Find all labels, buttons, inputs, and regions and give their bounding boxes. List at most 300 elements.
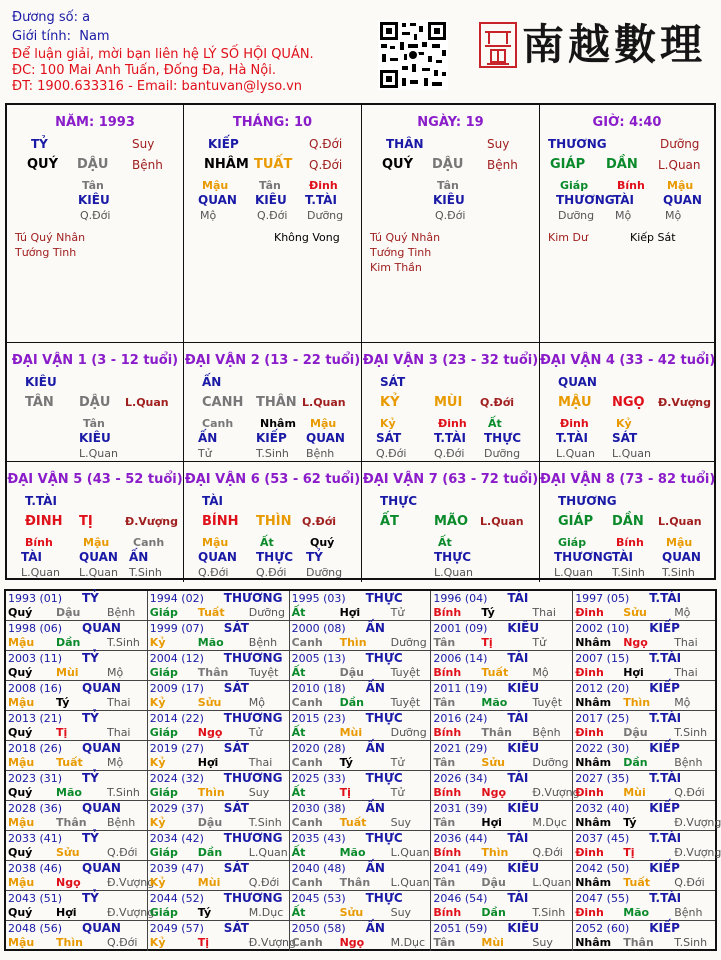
year-stage: L.Quan	[248, 846, 288, 859]
year-stem: Bính	[433, 666, 462, 679]
hidden-stem: Tân	[82, 179, 104, 192]
year-ten-god: T.TÀI	[649, 891, 682, 905]
year-branch: Tý	[623, 816, 637, 829]
year-cell	[6, 621, 148, 651]
year-label: 2008 (16)	[8, 682, 63, 695]
year-branch: Ngọ	[623, 636, 648, 649]
year-stage: Mộ	[107, 666, 124, 679]
luck-hidden-stem: Nhâm	[260, 417, 296, 430]
luck-branch: MÃO	[434, 514, 469, 529]
year-stem: Kỷ	[149, 696, 166, 709]
year-cell	[148, 621, 290, 651]
year-branch: Tý	[339, 756, 353, 769]
year-branch: Tuất	[481, 666, 509, 679]
year-branch: Mão	[56, 786, 82, 799]
year-label: 2035 (43)	[291, 832, 346, 845]
luck-hidden-stage: L.Quan	[434, 566, 473, 579]
year-stem: Kỷ	[149, 936, 166, 949]
pillar-title: THÁNG: 10	[232, 115, 313, 130]
luck-hidden-stage: T.Sinh	[256, 447, 289, 460]
year-ten-god: T.TÀI	[649, 651, 682, 665]
luck-pillar-cell	[540, 343, 714, 462]
year-stem: Ất	[291, 906, 306, 919]
luck-pillar-title: ĐẠI VẬN 5 (43 - 52 tuổi)	[7, 472, 183, 487]
year-branch: Tị	[56, 726, 68, 739]
phone-email-line: ĐT: 1900.633316 - Email: bantuvan@lyso.vn	[12, 79, 303, 94]
luck-hidden-stem: Mậu	[310, 417, 337, 430]
year-cell	[573, 831, 721, 861]
hidden-ten-god: THƯƠNG	[556, 193, 615, 207]
year-cell	[6, 861, 155, 891]
year-label: 1995 (03)	[291, 592, 346, 605]
year-stem: Ất	[291, 846, 306, 859]
year-label: 2031 (39)	[433, 802, 488, 815]
year-stage: Đ.Vượng	[674, 846, 721, 859]
luck-stem: BÍNH	[202, 514, 239, 529]
year-branch: Mão	[623, 906, 650, 919]
year-label: 2012 (20)	[575, 682, 630, 695]
year-stem: Đinh	[575, 846, 604, 859]
year-label: 2011 (19)	[433, 682, 488, 695]
heavenly-stem: QUÝ	[382, 157, 414, 172]
year-ten-god: T.TÀI	[649, 711, 682, 725]
year-stem: Kỷ	[149, 876, 166, 889]
year-label: 2017 (25)	[575, 712, 630, 725]
year-ten-god: THƯƠNG	[223, 771, 283, 785]
year-label: 2052 (60)	[575, 922, 630, 935]
year-branch: Sửu	[197, 696, 222, 709]
luck-hidden-stage: Q.Đới	[198, 566, 229, 579]
year-stage: L.Quan	[390, 876, 430, 889]
branch-stage: L.Quan	[658, 158, 701, 172]
year-stage: Suy	[390, 906, 412, 919]
luck-pillar-title: ĐẠI VẬN 3 (23 - 32 tuổi)	[362, 353, 539, 368]
year-cell	[573, 741, 715, 771]
year-cell	[6, 891, 155, 921]
year-branch: Sửu	[481, 756, 505, 769]
year-ten-god: ẤN	[365, 741, 385, 755]
year-ten-god: THỰC	[365, 651, 403, 665]
contact-invite: Để luận giải, mời bạn liên hệ LÝ SỐ HỘI QUÁN.	[12, 47, 314, 62]
year-ten-god: THƯƠNG	[223, 651, 283, 665]
luck-ten-god: THỰC	[380, 494, 418, 508]
year-branch: Thân	[623, 936, 654, 949]
year-stem: Bính	[433, 846, 462, 859]
year-stem: Bính	[433, 726, 462, 739]
year-branch: Thân	[56, 816, 87, 829]
special-star: Tú Quý Nhân	[15, 231, 86, 244]
luck-hidden-stage: Bệnh	[306, 447, 335, 460]
year-ten-god: THƯƠNG	[223, 591, 283, 605]
ten-god: KIẾP	[208, 137, 239, 151]
year-label: 2037 (45)	[575, 832, 630, 845]
year-label: 2034 (42)	[149, 832, 204, 845]
year-stem: Giáp	[149, 606, 178, 619]
year-branch: Thân	[197, 666, 229, 679]
year-ten-god: ẤN	[365, 921, 385, 935]
year-stage: Tử	[390, 786, 405, 799]
year-cell	[431, 891, 573, 921]
year-ten-god: ẤN	[365, 861, 385, 875]
year-label: 2016 (24)	[433, 712, 488, 725]
year-cell	[431, 591, 573, 621]
luck-ten-god: QUAN	[558, 375, 597, 389]
luck-branch: DẦN	[612, 514, 644, 529]
luck-stage: Đ.Vượng	[658, 396, 712, 409]
hidden-stage: Dưỡng	[558, 209, 595, 222]
hidden-stem: Tân	[259, 179, 281, 192]
year-branch: Mùi	[56, 666, 79, 679]
hidden-stem: Tân	[437, 179, 459, 192]
year-cell	[290, 741, 432, 771]
year-stage: Q.Đới	[248, 876, 280, 889]
gender-label: Giới tính:	[12, 29, 71, 44]
luck-stem: CANH	[202, 395, 244, 410]
year-ten-god: KIÊU	[507, 801, 540, 815]
earthly-branch: DẦN	[606, 157, 638, 172]
year-stage: Mộ	[674, 696, 691, 709]
special-star: Kiếp Sát	[630, 231, 676, 244]
gender-line	[12, 29, 110, 44]
year-stage: Bệnh	[248, 636, 278, 649]
luck-hidden-stem: Tân	[83, 417, 105, 430]
year-cell	[431, 711, 573, 741]
hidden-ten-god: KIÊU	[78, 193, 110, 207]
year-cell	[148, 921, 296, 951]
year-branch: Tý	[56, 696, 70, 709]
luck-hidden-god: THƯƠNG	[554, 550, 613, 564]
year-label: 1998 (06)	[8, 622, 63, 635]
luck-stage: Đ.Vượng	[125, 515, 179, 528]
year-stage: Mộ	[248, 696, 266, 709]
year-stem: Đinh	[575, 726, 604, 739]
year-stage: Thai	[674, 636, 698, 649]
pillar-title: NĂM: 1993	[55, 115, 135, 130]
year-cell	[148, 711, 290, 741]
year-ten-god: T.TÀI	[649, 771, 682, 785]
year-stage: Đ.Vượng	[674, 816, 721, 829]
year-stem: Canh	[291, 876, 323, 889]
luck-hidden-stage: Dưỡng	[484, 447, 521, 460]
year-stem: Giáp	[149, 786, 178, 799]
luck-pillar-title: ĐẠI VẬN 6 (53 - 62 tuổi)	[184, 472, 361, 487]
year-cell	[573, 681, 715, 711]
year-stem: Quý	[8, 606, 33, 619]
luck-hidden-god: THỰC	[484, 431, 522, 445]
year-ten-god: THỰC	[365, 831, 403, 845]
year-stem: Nhâm	[575, 636, 612, 649]
year-cell	[431, 771, 580, 801]
year-label: 2022 (30)	[575, 742, 630, 755]
hidden-stage: Mộ	[665, 209, 682, 222]
owner-name: Đương số: a	[12, 10, 91, 25]
year-ten-god: TÀI	[507, 891, 529, 905]
year-cell	[573, 861, 715, 891]
year-ten-god: TÀI	[507, 771, 529, 785]
year-stage: Đ.Vượng	[107, 876, 155, 889]
luck-pillar-cell	[362, 343, 540, 462]
earthly-branch: DẬU	[432, 157, 464, 172]
luck-ten-god: SÁT	[380, 375, 406, 389]
luck-hidden-stem: Mậu	[83, 536, 110, 549]
year-cell	[148, 771, 290, 801]
luck-ten-god: T.TÀI	[25, 494, 57, 508]
year-ten-god: THƯƠNG	[223, 891, 283, 905]
luck-hidden-god: ẤN	[129, 550, 149, 564]
hidden-stage: Mộ	[200, 209, 217, 222]
year-branch: Tị	[481, 636, 493, 649]
year-stage: Tử	[390, 606, 405, 619]
year-stage: Tuyệt	[532, 696, 563, 709]
year-stage: Bệnh	[107, 816, 136, 829]
year-ten-god: TỶ	[82, 651, 99, 665]
luck-hidden-stage: L.Quan	[556, 447, 595, 460]
year-branch: Dần	[339, 696, 364, 709]
year-label: 2004 (12)	[149, 652, 204, 665]
year-branch: Thân	[339, 876, 371, 889]
luck-stem: TÂN	[25, 395, 54, 410]
year-label: 2026 (34)	[433, 772, 488, 785]
year-label: 1997 (05)	[575, 592, 630, 605]
year-label: 2028 (36)	[8, 802, 63, 815]
year-ten-god: TÀI	[507, 591, 529, 605]
luck-hidden-stem: Ất	[488, 417, 502, 430]
year-ten-god: KIẾP	[649, 621, 680, 635]
year-stem: Mậu	[8, 696, 35, 709]
year-ten-god: THỰC	[365, 711, 403, 725]
year-stage: M.Dục	[532, 816, 567, 829]
hidden-stage: Dưỡng	[307, 209, 344, 222]
year-stem: Mậu	[8, 876, 35, 889]
luck-pillar-title: ĐẠI VẬN 4 (33 - 42 tuổi)	[540, 353, 716, 368]
year-cell	[6, 831, 148, 861]
year-cell	[148, 681, 290, 711]
year-branch: Tý	[197, 906, 212, 919]
year-stem: Quý	[8, 786, 33, 799]
hidden-stage: Q.Đới	[435, 209, 466, 222]
year-cell	[6, 801, 148, 831]
year-branch: Mùi	[481, 936, 504, 949]
year-stage: Q.Đới	[532, 846, 563, 859]
year-label: 2018 (26)	[8, 742, 63, 755]
year-stem: Bính	[433, 906, 462, 919]
year-stage: Dưỡng	[390, 636, 427, 649]
hidden-ten-god: KIÊU	[255, 193, 287, 207]
year-cell	[290, 771, 432, 801]
year-label: 2050 (58)	[291, 922, 346, 935]
year-ten-god: ẤN	[365, 801, 385, 815]
year-ten-god: TÀI	[507, 651, 529, 665]
red-seal-stamp	[479, 22, 517, 68]
year-branch: Dần	[481, 906, 506, 919]
luck-hidden-god: KIẾP	[256, 431, 287, 445]
heavenly-stem: NHÂM	[204, 157, 249, 172]
year-stem: Giáp	[149, 666, 178, 679]
year-ten-god: KIẾP	[649, 681, 680, 695]
year-stage: Thai	[107, 696, 131, 709]
luck-hidden-god: QUAN	[198, 550, 237, 564]
year-cell	[431, 681, 573, 711]
year-branch: Dậu	[339, 666, 364, 679]
year-stage: Mộ	[674, 606, 691, 619]
year-branch: Ngọ	[56, 876, 81, 889]
year-stage: Thai	[248, 756, 273, 769]
year-branch: Dậu	[481, 876, 506, 889]
luck-pillar-cell	[184, 343, 362, 462]
year-cell	[148, 591, 290, 621]
year-ten-god: KIẾP	[649, 921, 680, 935]
year-branch: Mùi	[339, 726, 363, 739]
year-branch: Mùi	[197, 876, 221, 889]
year-stage: Thai	[532, 606, 556, 619]
year-ten-god: QUAN	[82, 681, 121, 695]
year-stem: Tân	[433, 876, 456, 889]
branch-stage: Bệnh	[487, 158, 518, 172]
earthly-branch: TUẤT	[254, 157, 293, 172]
hidden-ten-god: QUAN	[198, 193, 237, 207]
year-cell	[148, 651, 290, 681]
year-stem: Nhâm	[575, 876, 612, 889]
year-stem: Mậu	[8, 936, 35, 949]
year-cell	[6, 741, 148, 771]
luck-hidden-stage: L.Quan	[612, 447, 651, 460]
special-star: Tướng Tinh	[370, 246, 432, 259]
luck-branch: TỊ	[79, 514, 93, 529]
year-ten-god: ẤN	[365, 681, 385, 695]
year-label: 1994 (02)	[149, 592, 204, 605]
year-cell	[148, 861, 290, 891]
year-ten-god: SÁT	[223, 621, 249, 635]
hidden-stage: Q.Đới	[80, 209, 111, 222]
year-cell	[6, 711, 148, 741]
year-ten-god: THƯƠNG	[223, 831, 283, 845]
luck-pillar-title: ĐẠI VẬN 2 (13 - 22 tuổi)	[184, 353, 361, 368]
year-stage: Bệnh	[674, 756, 703, 769]
year-label: 2032 (40)	[575, 802, 630, 815]
year-stage: Q.Đới	[107, 936, 138, 949]
luck-hidden-stem: Đinh	[438, 417, 467, 430]
year-stem: Tân	[433, 936, 456, 949]
year-stem: Ất	[291, 786, 306, 799]
year-label: 2023 (31)	[8, 772, 63, 785]
year-ten-god: SÁT	[223, 861, 249, 875]
year-cell	[431, 831, 573, 861]
year-branch: Sửu	[339, 906, 364, 919]
year-stem: Ất	[291, 606, 306, 619]
luck-hidden-stage: L.Quan	[554, 566, 593, 579]
heavenly-stem: GIÁP	[550, 157, 586, 172]
year-label: 2000 (08)	[291, 622, 346, 635]
year-stage: M.Dục	[248, 906, 284, 919]
year-ten-god: TỶ	[82, 711, 99, 725]
special-star: Tú Quý Nhân	[370, 231, 441, 244]
year-cell	[573, 651, 715, 681]
year-ten-god: SÁT	[223, 741, 249, 755]
address-line: ĐC: 100 Mai Anh Tuấn, Đống Đa, Hà Nội.	[12, 63, 276, 78]
year-branch: Thìn	[56, 936, 83, 949]
luck-hidden-stage: Q.Đới	[376, 447, 407, 460]
year-stage: Tuyệt	[390, 666, 421, 679]
year-stage: Bệnh	[532, 726, 561, 739]
luck-pillar-title: ĐẠI VẬN 8 (73 - 82 tuổi)	[540, 472, 716, 487]
pillar-cell	[540, 105, 714, 343]
hidden-stem: Mậu	[667, 179, 694, 192]
year-stem: Tân	[433, 756, 456, 769]
luck-hidden-stage: Q.Đới	[256, 566, 287, 579]
year-branch: Dần	[623, 756, 648, 769]
year-cell	[573, 801, 721, 831]
year-stage: Mộ	[107, 756, 124, 769]
luck-hidden-god: TÀI	[612, 550, 634, 564]
year-label: 2049 (57)	[149, 922, 204, 935]
year-ten-god: THỰC	[365, 771, 403, 785]
year-stage: T.Sinh	[532, 906, 566, 919]
year-cell	[290, 831, 432, 861]
year-ten-god: KIÊU	[507, 741, 540, 755]
hidden-stage: Q.Đới	[257, 209, 288, 222]
year-stem: Quý	[8, 906, 33, 919]
year-stem: Canh	[291, 696, 323, 709]
year-cell	[290, 921, 432, 951]
luck-ten-god: ẤN	[202, 375, 222, 389]
year-label: 2041 (49)	[433, 862, 488, 875]
year-branch: Ngọ	[197, 726, 223, 739]
year-stage: Dưỡng	[390, 726, 427, 739]
luck-pillar-title: ĐẠI VẬN 1 (3 - 12 tuổi)	[11, 353, 179, 368]
heavenly-stem: QUÝ	[27, 157, 59, 172]
year-ten-god: THỰC	[365, 891, 403, 905]
luck-pillar-cell	[7, 462, 184, 582]
chart-panel	[5, 103, 716, 580]
life-stage: Suy	[487, 137, 510, 151]
year-branch: Tuất	[197, 606, 225, 619]
year-stem: Tân	[433, 696, 456, 709]
luck-hidden-god: T.TÀI	[556, 431, 588, 445]
year-ten-god: QUAN	[82, 741, 121, 755]
luck-hidden-stem: Bính	[25, 536, 53, 549]
year-stem: Quý	[8, 726, 33, 739]
luck-hidden-stem: Ất	[260, 536, 274, 549]
year-stem: Mậu	[8, 636, 35, 649]
year-label: 2005 (13)	[291, 652, 346, 665]
year-branch: Ngọ	[481, 786, 507, 799]
year-stage: Tuyệt	[390, 696, 421, 709]
luck-hidden-god: THỰC	[256, 550, 294, 564]
luck-hidden-stem: Ất	[438, 536, 452, 549]
year-label: 2020 (28)	[291, 742, 346, 755]
year-cell	[6, 591, 148, 621]
year-branch: Tị	[197, 936, 210, 949]
year-label: 2024 (32)	[149, 772, 204, 785]
hidden-ten-god: TÀI	[613, 193, 635, 207]
luck-hidden-god: QUAN	[306, 431, 345, 445]
year-stem: Kỷ	[149, 636, 166, 649]
luck-pillar-cell	[184, 462, 362, 582]
luck-hidden-stage: Q.Đới	[434, 447, 465, 460]
year-cell	[431, 921, 573, 951]
year-label: 2038 (46)	[8, 862, 63, 875]
year-label: 2044 (52)	[149, 892, 204, 905]
luck-hidden-stem: Đinh	[560, 417, 589, 430]
year-stem: Canh	[291, 636, 323, 649]
year-label: 2030 (38)	[291, 802, 346, 815]
year-label: 2010 (18)	[291, 682, 346, 695]
luck-hidden-stem: Mậu	[666, 536, 693, 549]
year-cell	[573, 921, 715, 951]
year-cell	[290, 861, 432, 891]
year-branch: Dần	[56, 636, 81, 649]
brand-title: 南越數理	[522, 20, 707, 69]
